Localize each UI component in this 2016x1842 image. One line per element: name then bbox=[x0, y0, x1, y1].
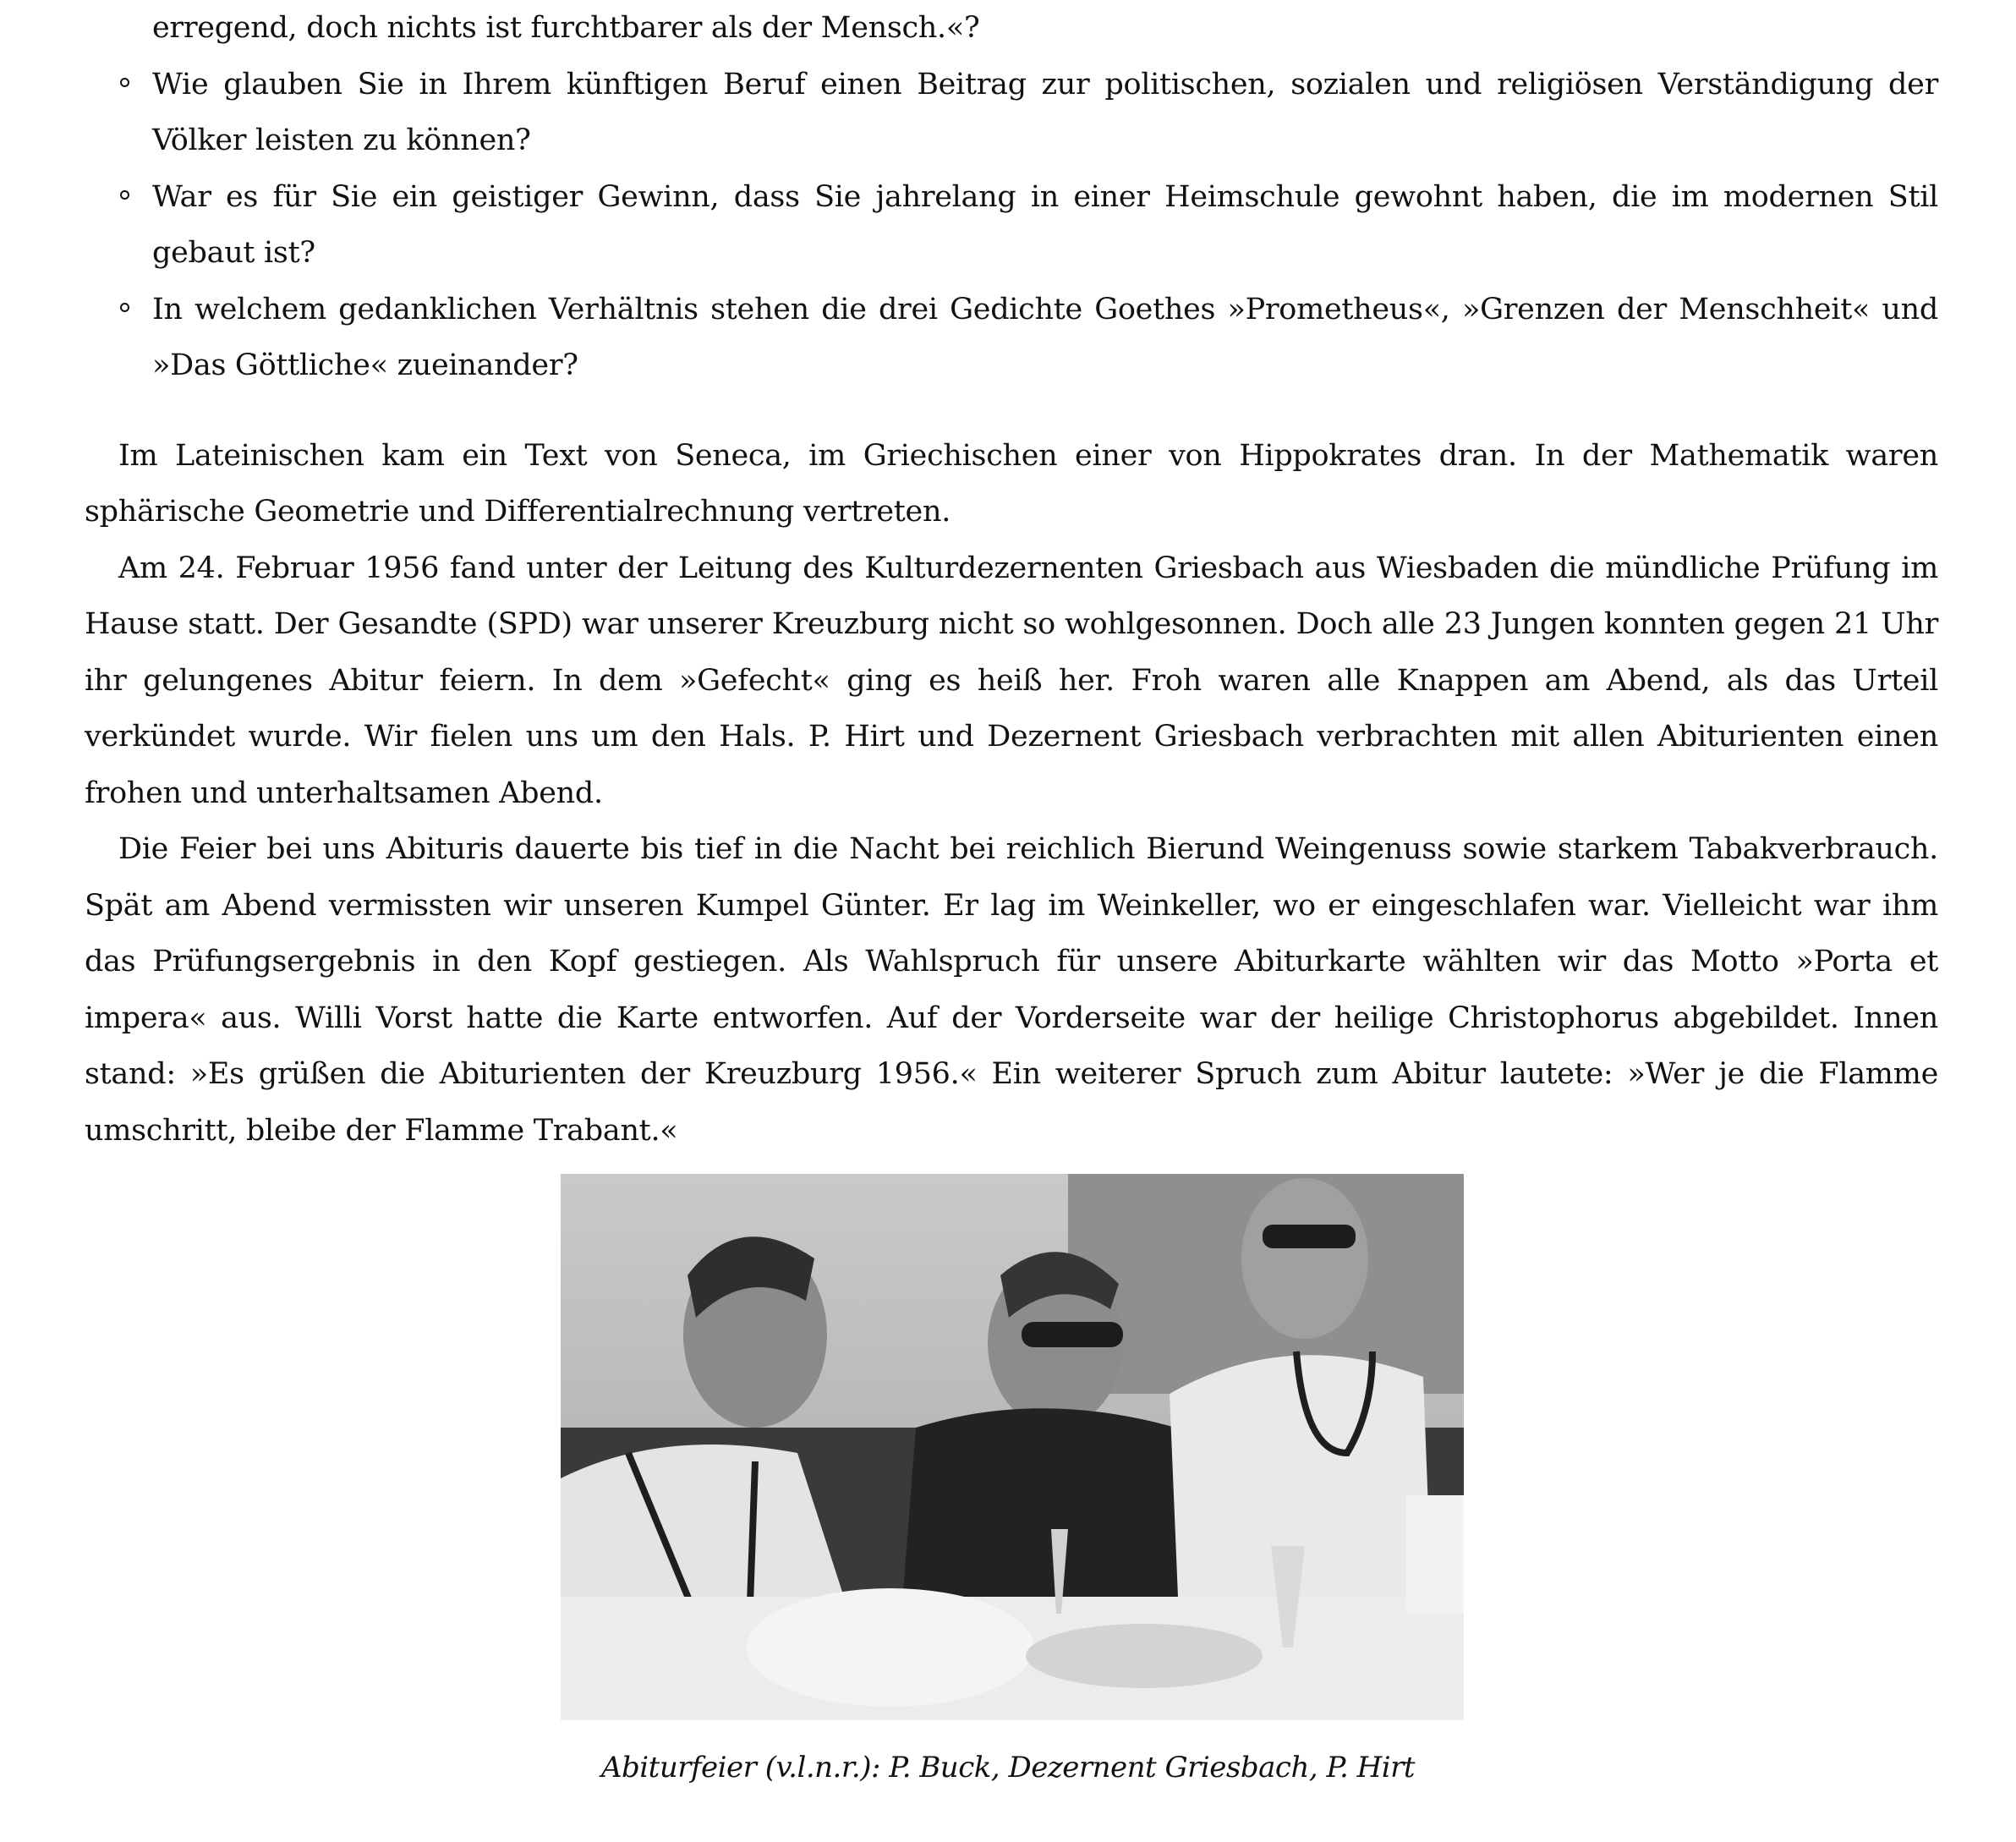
list-item bbox=[85, 57, 1938, 169]
continued-quote-line: erregend, doch nichts ist furchtbarer als der Mensch.«? bbox=[152, 11, 980, 45]
paragraph: Am 24. Februar 1956 fand unter der Leitung des Kulturdezernenten Griesbach aus Wiesbaden die mündliche Prüfung im Hause statt. Der Gesandte (SPD) war unserer Kreuzburg nicht so wohlgesonnen. Doch alle 23 Jungen konnten gegen 21 Uhr ihr gelungenes Abitur feiern. In dem »Gefecht« ging es heiß her. Froh waren alle Knappen am Abend, als das Urteil verkündet wurde. Wir fielen uns um den Hals. P. Hirt und Dezernent Griesbach verbrachten mit allen Abiturienten einen frohen und unterhaltsamen Abend. bbox=[85, 551, 1938, 810]
paragraph: Im Lateinischen kam ein Text von Seneca, im Griechischen einer von Hippokrates dran. In der Mathematik waren sphärische Geometrie und Differentialrechnung vertreten. bbox=[85, 438, 1938, 529]
exam-question-list bbox=[85, 57, 1938, 394]
document-body bbox=[85, 0, 1938, 1159]
list-item bbox=[85, 169, 1938, 282]
hollow-bullet-icon bbox=[120, 303, 129, 312]
paragraph: Die Feier bei uns Abituris dauerte bis tief in die Nacht bei reichlich Bierund Weingenuss sowie starkem Tabakverbrauch. Spät am Abend vermissten wir unseren Kumpel Günter. Er lag im Weinkeller, wo er eingeschlafen war. Vielleicht war ihm das Prüfungsergebnis in den Kopf gestiegen. Als Wahlspruch für unsere Abiturkarte wählten wir das Motto »Porta et impera« aus. Willi Vorst hatte die Karte entworfen. Auf der Vorderseite war der heilige Christophorus abgebildet. Innen stand: »Es grüßen die Abiturienten der Kreuzburg 1956.« Ein weiterer Spruch zum Abitur lautete: »Wer je die Flamme umschritt, bleibe der Flamme Trabant.« bbox=[85, 832, 1938, 1148]
list-item bbox=[85, 282, 1938, 394]
figure-photo bbox=[561, 1174, 1464, 1720]
question-text: In welchem gedanklichen Verhältnis stehen die drei Gedichte Goethes »Prometheus«, »Grenzen der Menschheit« und »Das Göttliche« zueinander? bbox=[152, 292, 1938, 382]
question-text: War es für Sie ein geistiger Gewinn, dass Sie jahrelang in einer Heimschule gewohnt haben, die im modernen Stil gebaut ist? bbox=[152, 179, 1938, 270]
question-text: Wie glauben Sie in Ihrem künftigen Beruf einen Beitrag zur politischen, sozialen und religiösen Verständigung der Völker leisten zu können? bbox=[152, 67, 1938, 157]
figure-caption: Abiturfeier (v.l.n.r.): P. Buck, Dezernent Griesbach, P. Hirt bbox=[600, 1751, 1416, 1784]
hollow-bullet-icon bbox=[120, 190, 129, 200]
black-white-photo bbox=[561, 1174, 1464, 1720]
hollow-bullet-icon bbox=[120, 78, 129, 87]
